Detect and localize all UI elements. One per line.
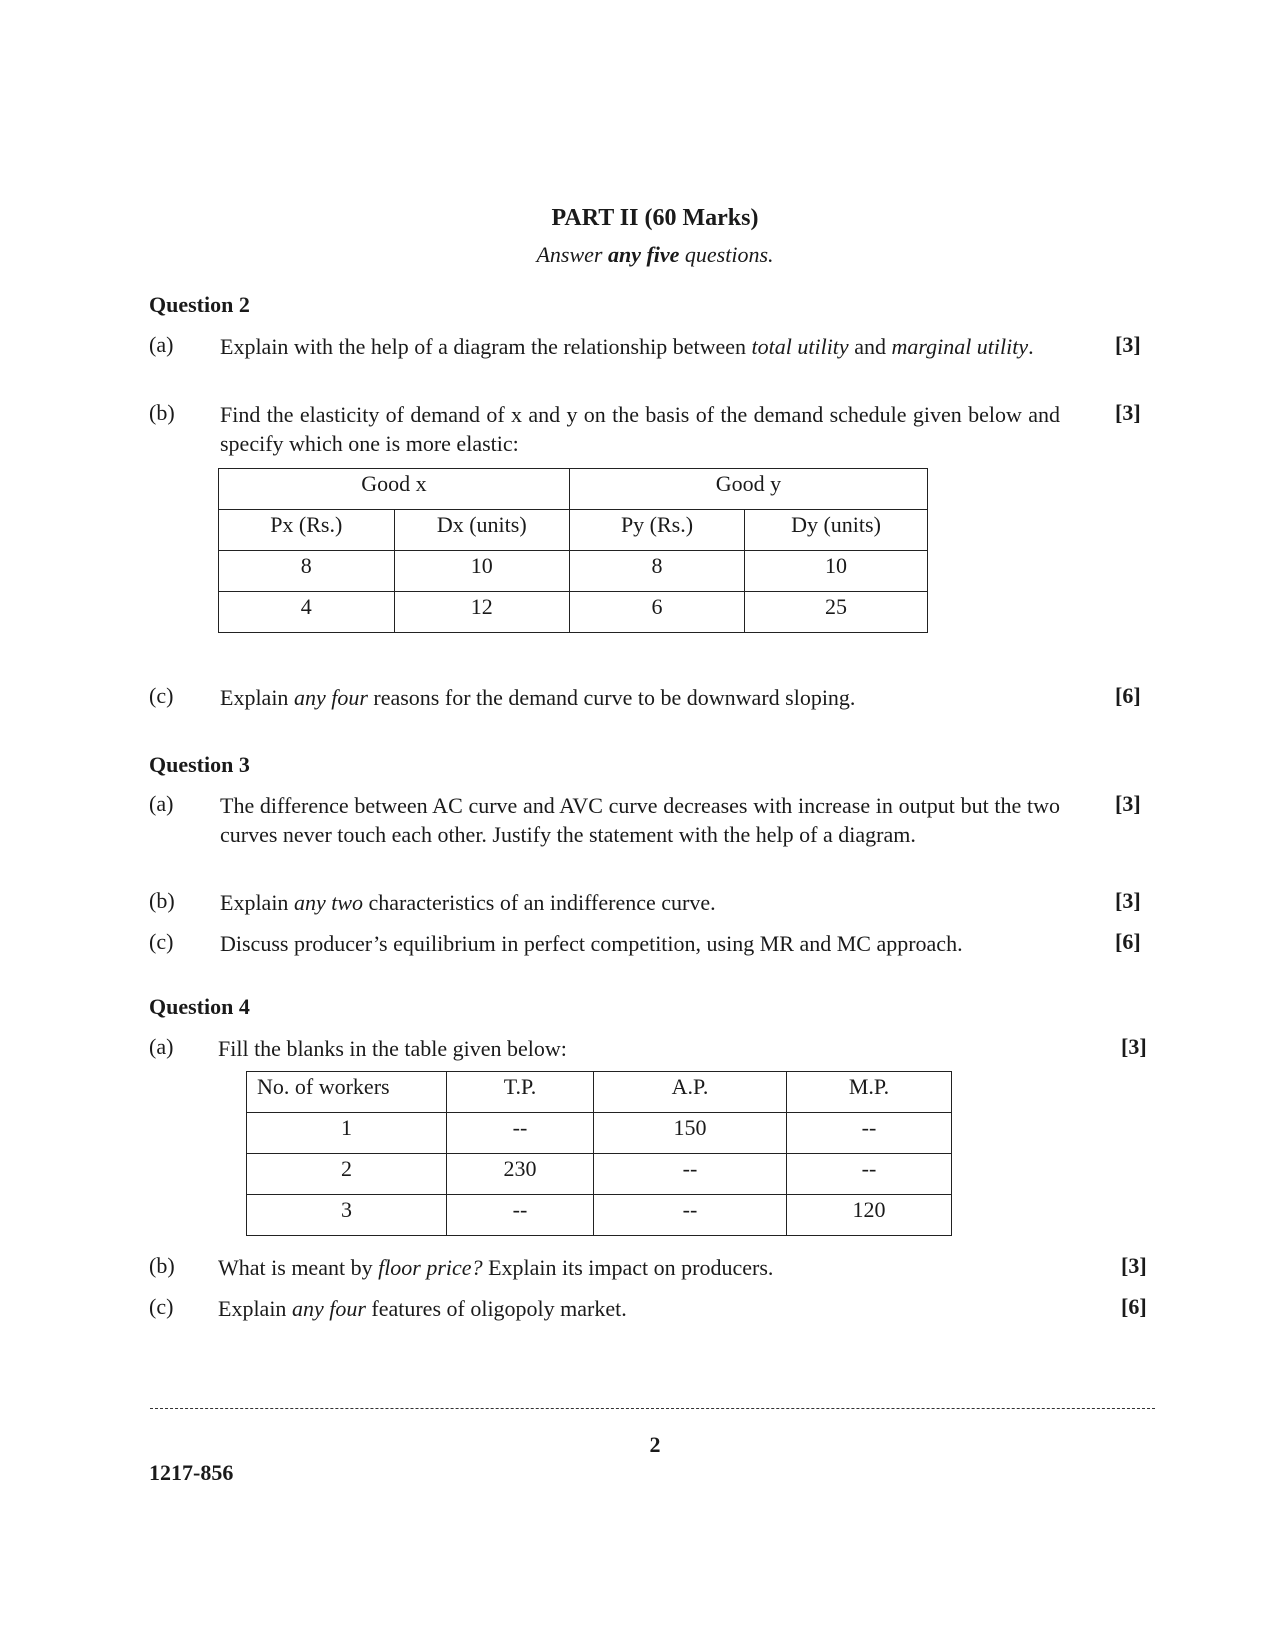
column-header: M.P. <box>787 1072 952 1113</box>
table-cell: 6 <box>570 592 745 633</box>
column-header: Py (Rs.) <box>570 510 745 551</box>
q2a-text <box>220 332 1060 361</box>
table-cell: 2 <box>247 1154 447 1195</box>
q4b-t1: What is meant by <box>218 1255 379 1280</box>
q2a-marks: [3] <box>1115 332 1141 357</box>
q2a-t5: . <box>1028 334 1034 359</box>
table-row <box>219 551 928 592</box>
paper-code: 1217-856 <box>149 1460 234 1485</box>
q3a-text: The difference between AC curve and AVC curve decreases with increase in output but the two curves never touch each other. Justify the statement with the help of a diagram. <box>220 793 1060 847</box>
column-header: No. of workers <box>247 1072 447 1113</box>
q3c-label: (c) <box>149 929 174 954</box>
table-cell: -- <box>447 1195 594 1236</box>
q4c-t1: Explain <box>218 1296 292 1321</box>
table-cell: 150 <box>594 1113 787 1154</box>
question-2-heading: Question 2 <box>149 292 250 317</box>
table-cell: 3 <box>247 1195 447 1236</box>
instruction-pre: Answer <box>536 242 608 267</box>
question-4-heading: Question 4 <box>149 994 250 1019</box>
q2b-label: (b) <box>149 400 175 425</box>
q3b-marks: [3] <box>1115 888 1141 913</box>
table-cell: -- <box>787 1113 952 1154</box>
instruction-emphasis: any five <box>607 242 680 267</box>
table-cell: 12 <box>394 592 570 633</box>
table-cell: -- <box>594 1154 787 1195</box>
page-number: 2 <box>649 1432 661 1457</box>
q3c-marks: [6] <box>1115 929 1141 954</box>
q3b-label: (b) <box>149 888 175 913</box>
table-group-row <box>219 469 928 510</box>
demand-schedule-table <box>218 468 928 633</box>
table-header-row <box>247 1072 952 1113</box>
table-cell: 25 <box>745 592 928 633</box>
q3c-text: Discuss producer’s equilibrium in perfect competition, using MR and MC approach. <box>220 931 963 956</box>
table-cell: 120 <box>787 1195 952 1236</box>
q4b-text <box>218 1253 1058 1282</box>
q2b-text: Find the elasticity of demand of x and y on the basis of the demand schedule given below and specify which one is more elastic: <box>220 402 1060 456</box>
group-header-good-x: Good x <box>219 469 570 510</box>
table-row <box>219 592 928 633</box>
column-header: T.P. <box>447 1072 594 1113</box>
question-3-heading: Question 3 <box>149 752 250 777</box>
q3b-text <box>220 888 1060 917</box>
q2c-t1: Explain <box>220 685 294 710</box>
production-table <box>246 1071 952 1236</box>
q4b-label: (b) <box>149 1253 175 1278</box>
q4b-marks: [3] <box>1121 1253 1147 1278</box>
table-cell: 4 <box>219 592 395 633</box>
q3a-label: (a) <box>149 791 174 816</box>
q4c-marks: [6] <box>1121 1294 1147 1319</box>
table-cell: 1 <box>247 1113 447 1154</box>
q3a-marks: [3] <box>1115 791 1141 816</box>
instruction-post: questions. <box>679 242 774 267</box>
q2b-marks: [3] <box>1115 400 1141 425</box>
q2c-emphasis: any four <box>293 685 368 710</box>
q2a-term-marginal-utility: marginal utility <box>891 334 1029 359</box>
table-cell: 230 <box>447 1154 594 1195</box>
q4c-text <box>218 1294 1058 1323</box>
q2c-label: (c) <box>149 683 174 708</box>
q2c-t3: reasons for the demand curve to be downward sloping. <box>367 685 856 710</box>
q4b-term-floor-price: floor price? <box>378 1255 483 1280</box>
q2a-term-total-utility: total utility <box>751 334 849 359</box>
column-header: A.P. <box>594 1072 787 1113</box>
column-header: Dy (units) <box>745 510 928 551</box>
q4c-emphasis: any four <box>291 1296 366 1321</box>
q2a-t1: Explain with the help of a diagram the relationship between <box>220 334 752 359</box>
table-cell: 10 <box>745 551 928 592</box>
q4b-t3: Explain its impact on producers. <box>482 1255 774 1280</box>
part-title: PART II (60 Marks) <box>551 205 759 231</box>
table-cell: 10 <box>394 551 570 592</box>
q4a-label: (a) <box>149 1034 174 1059</box>
q2a-t3: and <box>848 334 892 359</box>
q2c-text <box>220 683 1060 712</box>
table-cell: -- <box>787 1154 952 1195</box>
group-header-good-y: Good y <box>570 469 928 510</box>
footer-divider <box>150 1408 1155 1409</box>
column-header: Dx (units) <box>394 510 570 551</box>
table-cell: 8 <box>219 551 395 592</box>
q3b-emphasis: any two <box>293 890 363 915</box>
q4a-text: Fill the blanks in the table given below: <box>218 1036 567 1061</box>
table-row <box>247 1154 952 1195</box>
table-cell: -- <box>594 1195 787 1236</box>
q2c-marks: [6] <box>1115 683 1141 708</box>
part-instruction <box>0 242 1275 268</box>
table-cell: -- <box>447 1113 594 1154</box>
q2a-label: (a) <box>149 332 174 357</box>
q3b-t3: characteristics of an indifference curve. <box>363 890 716 915</box>
table-row <box>247 1113 952 1154</box>
q4a-marks: [3] <box>1121 1034 1147 1059</box>
table-cell: 8 <box>570 551 745 592</box>
q4c-label: (c) <box>149 1294 174 1319</box>
q3b-t1: Explain <box>220 890 294 915</box>
column-header: Px (Rs.) <box>219 510 395 551</box>
table-row <box>247 1195 952 1236</box>
q4c-t3: features of oligopoly market. <box>365 1296 627 1321</box>
table-header-row <box>219 510 928 551</box>
